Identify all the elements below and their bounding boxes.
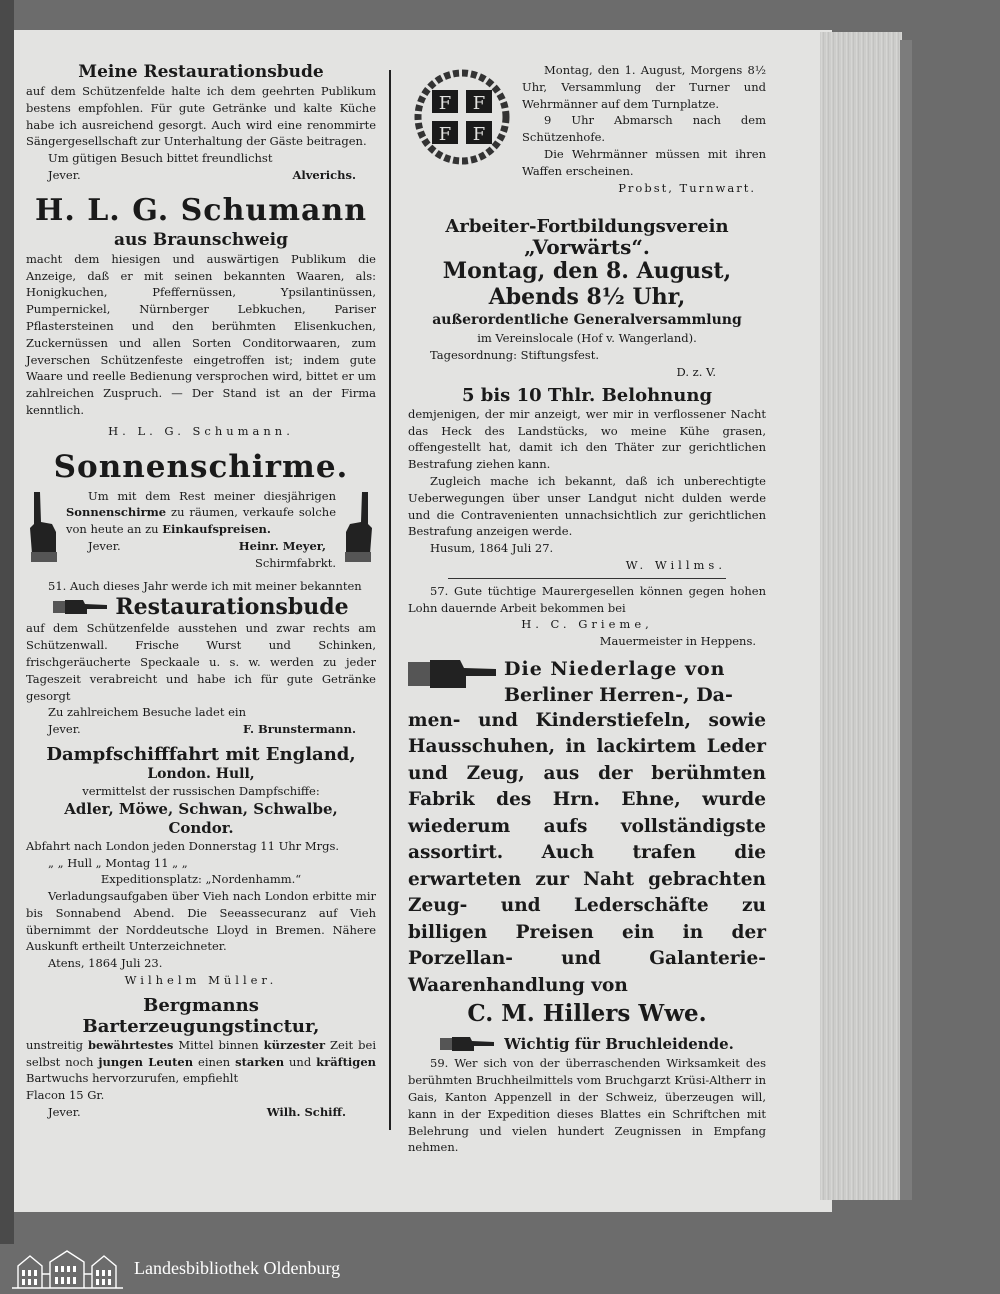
ad-place: Jever.	[48, 722, 81, 737]
ad-agenda: Tagesordnung: Stiftungsfest.	[430, 348, 599, 363]
ad-title: Arbeiter-Fortbildungsverein	[445, 216, 729, 238]
ad-body: auf dem Schützenfelde halte ich dem geehrten Publikum bestens empfohlen. Für gute Getränke und kalte Küche habe ich ausreichend gesorgt. Auch wird eine renommirte Sängergesellschaft zur Unterhaltung der Gäste beitragen.	[26, 84, 376, 149]
ad-signature: C. M. Hillers Wwe.	[467, 1000, 707, 1028]
left-column	[26, 62, 376, 1121]
ad-signature: H. L. G. Schumann.	[108, 423, 294, 438]
ad-arbeiter-fortbildungsverein	[408, 216, 766, 380]
ad-title: H. L. G. Schumann	[34, 192, 367, 228]
ad-office: Expeditionsplatz: „Nordenhamm.“	[100, 872, 302, 887]
ad-closing: Um gütigen Besuch bittet freundlichst	[48, 151, 273, 166]
ad-place: Jever.	[48, 1105, 81, 1120]
ad-signature: W. Willms.	[625, 557, 726, 572]
svg-text:F: F	[438, 93, 452, 114]
pointing-hand-icon	[408, 656, 498, 692]
svg-text:F: F	[472, 93, 486, 114]
ad-separator	[448, 578, 726, 579]
ad-niederlage-hillers	[408, 656, 766, 1030]
ad-bold-c: jungen Leuten	[98, 1054, 194, 1069]
pointing-hand-icon	[53, 597, 109, 617]
ad-title: Dampfschifffahrt mit England,	[46, 743, 356, 765]
ad-body: Wer sich von der überraschenden Wirksamkeit des berühmten Bruchheilmittels vom Bruchgarzt Krüsi-Altherr in Gais, Kanton Appenzell in der Schweiz, überzeugen will, kann in der Expedition dieses Blattes ein Schriftchen mit Belehrung und vielen hundert Zeugnissen in Empfang nehmen.	[408, 1056, 767, 1155]
ad-body-f: Bartwuchs hervorzurufen, empfiehlt	[26, 1071, 239, 1086]
ad-place: Jever.	[88, 538, 121, 553]
ad-body: Gute tüchtige Maurergesellen können gegen hohen Lohn dauernde Arbeit bekommen bei	[408, 583, 767, 615]
ad-location: im Vereinslocale (Hof v. Wangerland).	[477, 331, 697, 346]
ad-number: 51.	[48, 578, 67, 593]
ad-body-pre: Um mit dem Rest meiner diesjährigen	[88, 488, 336, 503]
ad-signature-line2: Schirmfabrkt.	[254, 555, 336, 570]
column-divider	[389, 70, 391, 1130]
ad-title: Wichtig für Bruchleidende.	[504, 1035, 734, 1054]
ad-bruchleidende	[408, 1033, 766, 1156]
ad-place: Jever.	[48, 167, 81, 182]
ad-bergmann	[26, 995, 376, 1121]
ad-body-b: Mittel binnen	[173, 1037, 264, 1052]
ad-dampfschifffahrt	[26, 744, 376, 989]
ad-line2: 9 Uhr Abmarsch nach dem Schützenhofe.	[522, 113, 766, 145]
library-building-logo-icon	[10, 1248, 125, 1290]
ad-restaurationsbude-alverichs	[26, 62, 376, 184]
ad-title: Meine Restaurationsbude	[78, 62, 324, 82]
ad-signature: F. Brunstermann.	[242, 722, 356, 737]
ad-signature: Wilh. Schiff.	[266, 1105, 346, 1120]
ad-body-a: unstreitig	[26, 1037, 88, 1052]
svg-text:F: F	[472, 124, 486, 145]
ad-departure-hull: „ „ Hull „ Montag 11 „ „	[48, 855, 188, 870]
ad-body: Montag, den 1. August, Morgens 8½ Uhr, Versammlung der Turner und Wehrmänner auf dem Turnplatze.	[522, 63, 766, 111]
right-column	[408, 62, 766, 1156]
background-left	[0, 0, 14, 1244]
turner-emblem-icon	[408, 62, 516, 172]
ad-body: macht dem hiesigen und auswärtigen Publikum die Anzeige, daß er mit seinen bekannten Waaren, als: Honigkuchen, Pfeffernüssen, Ypsilantinüssen, Pumpernickel, Nürnberger Lebkuchen, Pariser Pflastersteinen und den berühmten Elisenkuchen, Zuckernüssen und allen Sorten Conditorwaaren, zum Jeverschen Schützenfeste eingetroffen ist; indem gute Waare und reelle Bedienung versprochen wird, bittet er um zahlreichen Zuspruch. — Der Stand ist an der Firma kenntlich.	[26, 251, 376, 417]
ad-maurer	[408, 583, 766, 650]
ad-event: außerordentliche Generalversammlung	[432, 312, 742, 329]
ad-number: 59.	[430, 1056, 449, 1071]
ad-intro: vermittelst der russischen Dampfschiffe:	[82, 783, 320, 798]
ad-route: London. Hull,	[147, 765, 255, 782]
ad-intro: Auch dieses Jahr werde ich mit meiner bekannten	[69, 578, 362, 593]
ad-body2: Zugleich mache ich bekannt, daß ich unberechtigte Ueberwegungen über unser Landgut nicht dulden werde und die Contravenienten unnachsichtlich zur gerichtlichen Bestrafung anzeigen werde.	[408, 473, 766, 539]
ad-signature: H. C. Grieme,	[521, 617, 653, 632]
ad-number: 57.	[430, 583, 449, 598]
ad-title: Restaurationsbude	[115, 594, 349, 621]
ad-bold-a: bewährtestes	[88, 1037, 174, 1052]
ad-line1: Berliner Herren-, Da-	[504, 683, 733, 706]
ad-bold-d: starken	[235, 1054, 285, 1069]
ad-restaurationsbude-brunstermann	[26, 578, 376, 738]
ad-departure-london: Abfahrt nach London jeden Donnerstag 11 Uhr Mrgs.	[26, 838, 340, 853]
ad-title: Sonnenschirme.	[53, 448, 349, 485]
book-page-edges	[820, 32, 902, 1200]
ad-title: 5 bis 10 Thlr. Belohnung	[461, 384, 713, 406]
ad-lead: Die Niederlage von	[504, 657, 726, 680]
ad-signature-line2: Mauermeister in Heppens.	[599, 634, 756, 649]
ad-signature: Probst, Turnwart.	[618, 180, 756, 195]
ad-price: Flacon 15 Gr.	[26, 1088, 105, 1103]
ad-body-bold: Sonnenschirme	[66, 505, 167, 520]
ad-title: Bergmanns Barterzeugungstinctur,	[82, 994, 320, 1037]
ad-line3: Die Wehrmänner müssen mit ihren Waffen erscheinen.	[522, 146, 766, 178]
ad-body: Verladungsaufgaben über Vieh nach London erbitte mir bis Sonnabend Abend. Die Seeassecuranz auf Vieh übernimmt der Norddeutsche Lloyd in Bremen. Nähere Auskunft ertheilt Unterzeichneter.	[26, 889, 376, 954]
ad-signature: Wilhelm Müller.	[124, 973, 278, 988]
ad-closing: Zu zahlreichem Besuche ladet ein	[48, 705, 246, 720]
ad-dateline: Husum, 1864 Juli 27.	[430, 541, 554, 556]
book-spine-edge	[900, 40, 912, 1200]
ad-body-d: einen	[193, 1054, 236, 1069]
ad-turner	[408, 62, 766, 196]
ad-belohnung	[408, 385, 766, 574]
ad-body: demjenigen, der mir anzeigt, wer mir in verflossener Nacht das Heck des Landstücks, wo meine Kühe grasen, offengestellt hat, damit ich den Thäter zur gerichtlichen Bestrafung ziehen kann.	[408, 406, 766, 472]
ad-ships: Adler, Möwe, Schwan, Schwalbe,	[64, 799, 338, 818]
ad-schumann	[26, 192, 376, 440]
ad-signature: Alverichs.	[292, 167, 356, 182]
ad-bold-b: kürzester	[263, 1037, 326, 1052]
ad-body-bold2: Einkaufspreisen.	[162, 522, 271, 537]
ad-dateline: Atens, 1864 Juli 23.	[48, 956, 163, 971]
ad-body-c: Zeit bei selbst noch	[26, 1037, 376, 1069]
ad-date: Montag, den 8. August,	[442, 258, 732, 285]
library-name: Landesbibliothek Oldenburg	[134, 1258, 341, 1278]
ad-bold-e: kräftigen	[316, 1054, 376, 1069]
ad-signature: D. z. V.	[676, 364, 716, 379]
pointing-hand-icon	[440, 1034, 496, 1054]
ad-body: auf dem Schützenfelde ausstehen und zwar rechts am Schützenwall. Frische Wurst und Schinken, frischgeräucherte Speckaale u. s. w. werden zu jeder Tageszeit verabreicht und habe ich für gute Getränke gesorgt	[26, 621, 376, 703]
ad-name: „Vorwärts“.	[524, 235, 650, 260]
ad-body: men- und Kinderstiefeln, sowie Hausschuhen, in lackirtem Leder und Zeug, aus der berühmten Fabrik des Hrn. Ehne, wurde wiederum aufs vollständigste assortirt. Auch trafen die erwarteten zur Naht gebrachten Zeug- und Lederschäfte zu billigen Preisen ein in der Porzellan- und Galanterie-Waarenhandlung von	[408, 709, 766, 996]
ad-ships2: Condor.	[168, 818, 234, 837]
ad-sonnenschirme	[26, 446, 376, 572]
ad-subtitle: aus Braunschweig	[113, 229, 288, 250]
ad-time: Abends 8½ Uhr,	[488, 284, 686, 311]
pointing-hand-left-icon	[26, 488, 60, 564]
ad-body-mid: zu räumen, verkaufe solche von heute an zu	[66, 505, 336, 537]
pointing-hand-right-icon	[342, 488, 376, 564]
svg-text:F: F	[438, 124, 452, 145]
ad-body-e: und	[284, 1054, 317, 1069]
ad-signature: Heinr. Meyer,	[238, 538, 326, 553]
